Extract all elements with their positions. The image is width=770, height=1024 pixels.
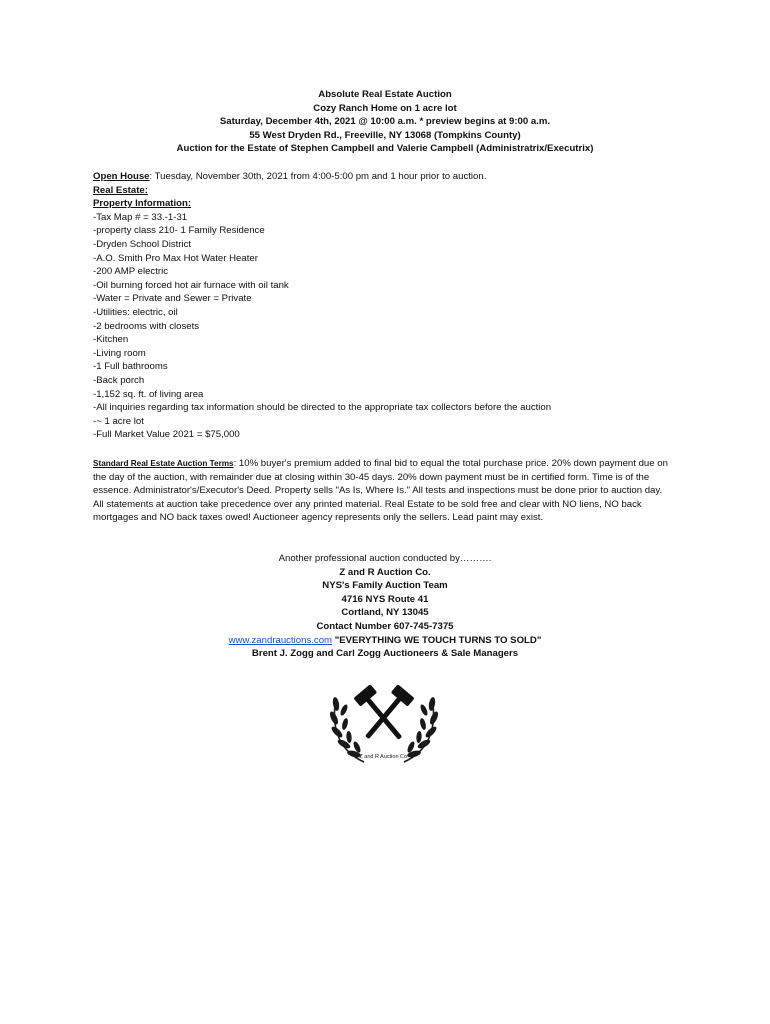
open-house-label: Open House bbox=[93, 171, 150, 182]
property-item: -200 AMP electric bbox=[93, 266, 169, 278]
footer-intro: Another professional auction conducted by………. bbox=[278, 553, 492, 564]
auctioneer-footer bbox=[0, 552, 770, 661]
real-estate-label: Real Estate: bbox=[93, 184, 148, 196]
contact-number: Contact Number 607-745-7375 bbox=[316, 620, 454, 632]
property-item: -All inquiries regarding tax information should be directed to the appropriate tax collectors before the auction bbox=[93, 402, 552, 414]
property-item: -Full Market Value 2021 = $75,000 bbox=[93, 429, 240, 441]
header-address: 55 West Dryden Rd., Freeville, NY 13068 (Tompkins County) bbox=[249, 129, 521, 141]
property-item: -Utilities: electric, oil bbox=[93, 306, 178, 318]
header-title: Absolute Real Estate Auction bbox=[318, 89, 452, 100]
company-address-2: Cortland, NY 13045 bbox=[341, 607, 429, 619]
terms-text: : 10% buyer's premium added to final bid to equal the total purchase price. 20% down payment due on the day of the auction, with remainder due at closing within 30-45 days. 20% down payment must be in certified form. Time is of the essence. Administrator's/Executor's Deed. Property sells "As Is, Where Is." All tests and inspections must be done prior to auction day. All statements at auction take precedence over any printed material. Real Estate to be sold free and clear with NO liens, NO back mortgages and NO back taxes owed! Auctioneer agency represents only the sellers. Lead paint may exist. bbox=[93, 458, 668, 524]
property-item: -1,152 sq. ft. of living area bbox=[93, 388, 204, 400]
property-item: -2 bedrooms with closets bbox=[93, 320, 200, 332]
property-item: -1 Full bathrooms bbox=[93, 361, 168, 373]
terms-label: Standard Real Estate Auction Terms bbox=[93, 459, 234, 468]
header-subtitle: Cozy Ranch Home on 1 acre lot bbox=[313, 102, 457, 114]
property-item: -Tax Map # = 33.-1-31 bbox=[93, 211, 188, 223]
property-item: -Back porch bbox=[93, 374, 145, 386]
property-item: -Oil burning forced hot air furnace with oil tank bbox=[93, 279, 289, 291]
property-item: -Water = Private and Sewer = Private bbox=[93, 293, 252, 305]
property-item: -Living room bbox=[93, 347, 146, 359]
property-item: -~ 1 acre lot bbox=[93, 415, 144, 427]
header-estate: Auction for the Estate of Stephen Campbell and Valerie Campbell (Administratrix/Executrix) bbox=[176, 143, 594, 155]
open-house-line bbox=[93, 170, 683, 184]
property-item: -property class 210- 1 Family Residence bbox=[93, 225, 265, 237]
header-date: Saturday, December 4th, 2021 @ 10:00 a.m. * preview begins at 9:00 a.m. bbox=[219, 116, 551, 128]
slogan: "EVERYTHING WE TOUCH TURNS TO SOLD" bbox=[332, 634, 542, 646]
company-address-1: 4716 NYS Route 41 bbox=[341, 593, 429, 605]
property-item: -A.O. Smith Pro Max Hot Water Heater bbox=[93, 252, 258, 264]
auction-terms bbox=[93, 457, 673, 525]
property-info-label: Property Information: bbox=[93, 198, 192, 210]
property-item: -Dryden School District bbox=[93, 238, 192, 250]
managers: Brent J. Zogg and Carl Zogg Auctioneers & Sale Managers bbox=[251, 648, 519, 660]
website-link[interactable]: www.zandrauctions.com bbox=[228, 634, 333, 646]
auction-header bbox=[0, 88, 770, 156]
team-name: NYS's Family Auction Team bbox=[322, 580, 448, 592]
property-details bbox=[93, 170, 683, 442]
property-item: -Kitchen bbox=[93, 334, 129, 346]
website-line bbox=[0, 634, 770, 648]
logo-caption: Z and R Auction Co. bbox=[359, 754, 409, 760]
open-house-text: : Tuesday, November 30th, 2021 from 4:00-5:00 pm and 1 hour prior to auction. bbox=[149, 171, 487, 182]
company-name: Z and R Auction Co. bbox=[339, 566, 431, 578]
